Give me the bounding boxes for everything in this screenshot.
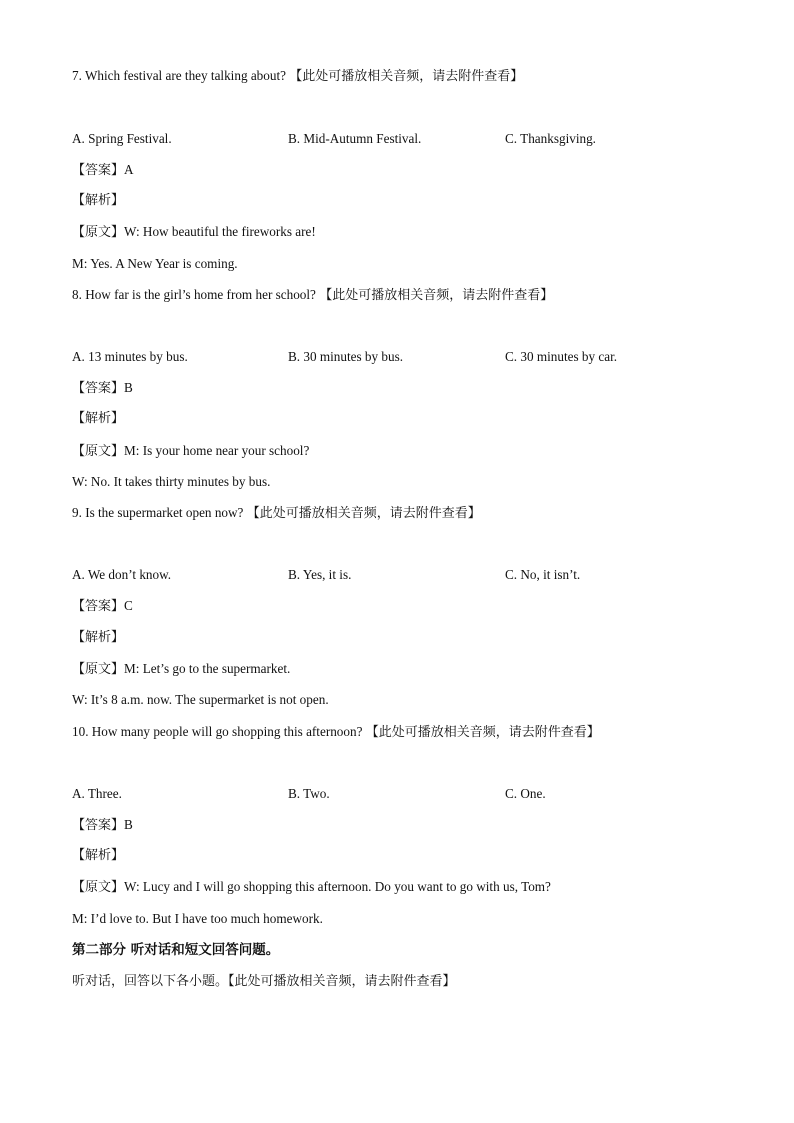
transcript-line-2: M: I’d love to. But I have too much homework. — [72, 911, 323, 926]
audio-note[interactable]: 【此处可播放相关音频，请去附件查看】 — [365, 725, 600, 740]
option-a: A. 13 minutes by bus. — [72, 349, 188, 364]
analysis-label: 【解析】 — [72, 848, 125, 863]
question-7-stem: 7. Which festival are they talking about? 【此处可播放相关音频，请去附件查看】 — [72, 68, 524, 84]
transcript-line-2: W: It’s 8 a.m. now. The supermarket is not open. — [72, 692, 329, 707]
option-b: B. Two. — [288, 786, 330, 801]
option-b: B. Mid-Autumn Festival. — [288, 131, 422, 146]
option-c: C. 30 minutes by car. — [505, 349, 618, 364]
transcript-line-2: M: Yes. A New Year is coming. — [72, 256, 238, 271]
option-a: A. Spring Festival. — [72, 131, 172, 146]
transcript-line-1: 【原文】M: Let’s go to the supermarket. — [72, 661, 291, 677]
transcript-line-1: 【原文】W: How beautiful the fireworks are! — [72, 224, 316, 240]
audio-note[interactable]: 【此处可播放相关音频，请去附件查看】 — [246, 506, 481, 521]
transcript-line-2: W: No. It takes thirty minutes by bus. — [72, 474, 271, 489]
answer-line: 【答案】C — [72, 598, 133, 614]
transcript-line-1: 【原文】M: Is your home near your school? — [72, 443, 310, 459]
question-9-stem: 9. Is the supermarket open now? 【此处可播放相关音频，请去附件查看】 — [72, 505, 481, 521]
analysis-label: 【解析】 — [72, 411, 125, 426]
analysis-label: 【解析】 — [72, 193, 125, 208]
analysis-label: 【解析】 — [72, 630, 125, 645]
option-c: C. Thanksgiving. — [505, 131, 596, 146]
audio-note[interactable]: 【此处可播放相关音频，请去附件查看】 — [289, 69, 524, 84]
question-10-stem: 10. How many people will go shopping this afternoon? 【此处可播放相关音频，请去附件查看】 — [72, 724, 600, 740]
answer-line: 【答案】A — [72, 162, 134, 178]
audio-note[interactable]: 【此处可播放相关音频，请去附件查看】 — [228, 974, 456, 989]
audio-note[interactable]: 【此处可播放相关音频，请去附件查看】 — [319, 288, 554, 303]
question-8-stem: 8. How far is the girl’s home from her school? 【此处可播放相关音频，请去附件查看】 — [72, 287, 554, 303]
section-heading: 第二部分 听对话和短文回答问题。 — [72, 942, 280, 958]
option-b: B. 30 minutes by bus. — [288, 349, 404, 364]
option-b: B. Yes, it is. — [288, 567, 352, 582]
question-8-options — [72, 349, 722, 365]
question-9-options — [72, 567, 722, 583]
answer-line: 【答案】B — [72, 380, 133, 396]
option-a: A. We don’t know. — [72, 567, 172, 582]
transcript-line-1: 【原文】W: Lucy and I will go shopping this afternoon. Do you want to go with us, Tom? — [72, 879, 551, 895]
question-10-options — [72, 786, 722, 802]
option-c: C. No, it isn’t. — [505, 567, 581, 582]
section-instruction: 听对话，回答以下各小题。【此处可播放相关音频，请去附件查看】 — [72, 974, 456, 989]
answer-line: 【答案】B — [72, 817, 133, 833]
option-c: C. One. — [505, 786, 546, 801]
question-7-options — [72, 131, 722, 147]
option-a: A. Three. — [72, 786, 122, 801]
